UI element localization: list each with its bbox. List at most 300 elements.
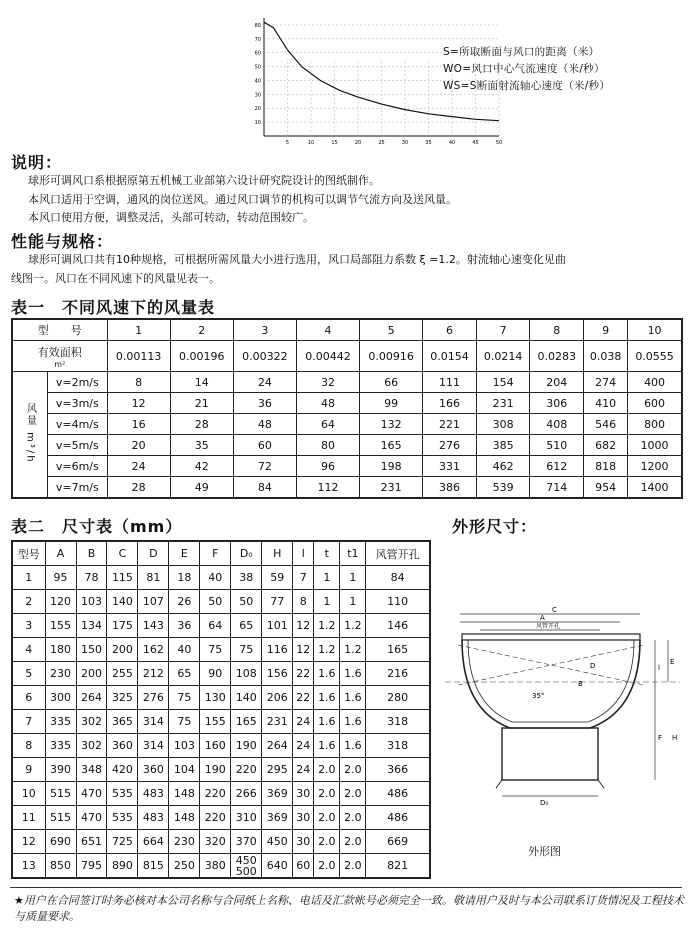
table-row: [12, 590, 430, 614]
model-number: 10: [628, 319, 682, 341]
table-cell: 325: [107, 686, 138, 710]
table-cell: 11: [12, 806, 45, 830]
model-number: 9: [584, 319, 628, 341]
column-header: B: [76, 541, 107, 566]
table-cell: 84: [366, 566, 430, 590]
label-d0: D₀: [540, 799, 549, 807]
table-cell: 310: [231, 806, 262, 830]
flow-value: 539: [476, 477, 530, 499]
table-cell: 12: [293, 638, 314, 662]
table-cell: 101: [262, 614, 293, 638]
flow-value: 166: [423, 393, 477, 414]
table-cell: 104: [169, 758, 200, 782]
chart-y-tick-label: 20: [254, 106, 261, 113]
table-cell: 1.2: [340, 614, 366, 638]
chart-y-tick-label: 50: [254, 64, 261, 71]
table-cell: 75: [169, 710, 200, 734]
flow-value: 132: [360, 414, 423, 435]
flow-value: 231: [476, 393, 530, 414]
table-cell: 107: [138, 590, 169, 614]
table-cell: 318: [366, 710, 430, 734]
table-cell: 6: [12, 686, 45, 710]
table-cell: 821: [366, 854, 430, 879]
table-cell: 360: [138, 758, 169, 782]
table-cell: 13: [12, 854, 45, 879]
table-cell: 365: [107, 710, 138, 734]
table-row: [12, 758, 430, 782]
table-row: [12, 854, 430, 879]
table-cell: 8: [12, 734, 45, 758]
flow-value: 954: [584, 477, 628, 499]
table-cell: 815: [138, 854, 169, 879]
table-cell: 2.0: [340, 758, 366, 782]
table-cell: 250: [169, 854, 200, 879]
table-cell: 148: [169, 782, 200, 806]
velocity-label: v=6m/s: [48, 456, 108, 477]
table1-title: 表一 不同风速下的风量表: [11, 298, 216, 317]
area-value: 0.00322: [233, 341, 296, 372]
table-row: [12, 830, 430, 854]
flow-value: 510: [530, 435, 584, 456]
table-cell: 255: [107, 662, 138, 686]
flow-value: 28: [107, 477, 170, 499]
table-cell: 75: [200, 638, 231, 662]
flow-value: 36: [233, 393, 296, 414]
table-cell: 26: [169, 590, 200, 614]
table-cell: 77: [262, 590, 293, 614]
flow-value: 35: [170, 435, 233, 456]
table2-title: 表二 尺寸表（mm）: [11, 517, 183, 536]
table-cell: 7: [293, 566, 314, 590]
chart-x-tick-label: 40: [448, 140, 456, 146]
shape-caption: 外形图: [528, 845, 561, 858]
table-cell: 470: [76, 782, 107, 806]
table1-area-row: [12, 341, 682, 372]
area-value: 0.00916: [360, 341, 423, 372]
table-cell: 115: [107, 566, 138, 590]
label-f: F: [658, 734, 663, 742]
table-cell: 12: [293, 614, 314, 638]
table-cell: 850: [45, 854, 76, 879]
label-e: E: [670, 658, 675, 666]
flow-value: 408: [530, 414, 584, 435]
table-cell: 40: [169, 638, 200, 662]
flow-value: 231: [360, 477, 423, 499]
table-cell: 360: [107, 734, 138, 758]
flow-value: 24: [233, 372, 296, 393]
flow-value: 99: [360, 393, 423, 414]
table-cell: 2.0: [314, 758, 340, 782]
table-cell: 1.6: [340, 710, 366, 734]
table-cell: 64: [200, 614, 231, 638]
table-cell: 535: [107, 806, 138, 830]
flow-value: 1000: [628, 435, 682, 456]
chart-x-tick-label: 45: [472, 140, 479, 146]
table-cell: 483: [138, 782, 169, 806]
flow-value: 818: [584, 456, 628, 477]
area-value: 0.00113: [107, 341, 170, 372]
model-number: 7: [476, 319, 530, 341]
chart-x-tick-label: 35: [425, 140, 432, 146]
table-cell: 50: [231, 590, 262, 614]
flow-value: 274: [584, 372, 628, 393]
column-header: E: [169, 541, 200, 566]
table-cell: 314: [138, 710, 169, 734]
model-number: 4: [296, 319, 359, 341]
table-cell: 38: [231, 566, 262, 590]
label-b: B: [578, 680, 583, 688]
table-cell: 669: [366, 830, 430, 854]
table-row: [12, 435, 682, 456]
table-cell: 1.2: [314, 614, 340, 638]
airflow-table: [11, 318, 683, 499]
table-cell: 10: [12, 782, 45, 806]
area-value: 0.0214: [476, 341, 530, 372]
table-cell: 314: [138, 734, 169, 758]
table-cell: 175: [107, 614, 138, 638]
table-cell: 9: [12, 758, 45, 782]
table1-header-row: [12, 319, 682, 341]
table-row: [12, 638, 430, 662]
area-value: 0.00442: [296, 341, 359, 372]
label-c: C: [552, 606, 557, 614]
velocity-label: v=4m/s: [48, 414, 108, 435]
table-cell: 180: [45, 638, 76, 662]
flow-value: 72: [233, 456, 296, 477]
table-cell: 30: [293, 782, 314, 806]
table-cell: 651: [76, 830, 107, 854]
flow-value: 306: [530, 393, 584, 414]
area-value: 0.0154: [423, 341, 477, 372]
chart-y-tick-label: 30: [254, 92, 261, 99]
chart-x-tick-label: 5: [285, 140, 290, 146]
table-cell: 50: [200, 590, 231, 614]
table-cell: 2.0: [314, 806, 340, 830]
flow-value: 198: [360, 456, 423, 477]
table-cell: 5: [12, 662, 45, 686]
table-cell: 59: [262, 566, 293, 590]
table-cell: 640: [262, 854, 293, 879]
velocity-label: v=2m/s: [48, 372, 108, 393]
table-row: [12, 614, 430, 638]
table-cell: 1.6: [314, 662, 340, 686]
flow-value: 24: [107, 456, 170, 477]
table-cell: 264: [262, 734, 293, 758]
model-number: 1: [107, 319, 170, 341]
flow-value: 48: [233, 414, 296, 435]
table-cell: 200: [76, 662, 107, 686]
table-row: [12, 372, 682, 393]
table-row: [12, 806, 430, 830]
flow-value: 21: [170, 393, 233, 414]
table-cell: 1.6: [314, 710, 340, 734]
label-h: H: [672, 734, 678, 742]
table-cell: 165: [231, 710, 262, 734]
table-cell: 280: [366, 686, 430, 710]
footer-note: ★用户在合同签订时务必核对本公司名称与合同纸上名称、电话及汇款帐号必须完全一致。敬请用户及时与本公司联系订货情况及工程技术与质量要求。: [14, 894, 684, 923]
table-cell: 369: [262, 806, 293, 830]
flow-value: 600: [628, 393, 682, 414]
table-row: [12, 566, 430, 590]
table-cell: 24: [293, 710, 314, 734]
table-cell: 148: [169, 806, 200, 830]
table2-header-row: [12, 541, 430, 566]
table-cell: 795: [76, 854, 107, 879]
column-header: t1: [340, 541, 366, 566]
chart-x-tick-label: 20: [354, 140, 362, 146]
table-cell: 2.0: [314, 854, 340, 879]
table-cell: 65: [231, 614, 262, 638]
table-cell: 140: [107, 590, 138, 614]
table-cell: 370: [231, 830, 262, 854]
area-value: 0.0555: [628, 341, 682, 372]
table-cell: 725: [107, 830, 138, 854]
table-cell: 470: [76, 806, 107, 830]
table-cell: 220: [200, 806, 231, 830]
flow-value: 331: [423, 456, 477, 477]
table-cell: 1.6: [314, 734, 340, 758]
table-cell: 1: [12, 566, 45, 590]
shape-title: 外形尺寸：: [452, 517, 538, 536]
table-cell: 18: [169, 566, 200, 590]
legend-ws: WS=S断面射流轴心速度（米/秒）: [443, 80, 611, 92]
flow-value: 112: [296, 477, 359, 499]
table-cell: 2.0: [314, 782, 340, 806]
table-row: [12, 734, 430, 758]
table-cell: 81: [138, 566, 169, 590]
area-label-text: 有效面积: [37, 345, 82, 359]
table-cell: 348: [76, 758, 107, 782]
chart-x-ticks: [286, 140, 502, 146]
table-cell: 78: [76, 566, 107, 590]
table-cell: 230: [45, 662, 76, 686]
label-d: D: [590, 662, 596, 670]
table-cell: 302: [76, 734, 107, 758]
area-label: [12, 341, 107, 372]
table-cell: 1: [314, 590, 340, 614]
flow-value: 546: [584, 414, 628, 435]
flow-value: 111: [423, 372, 477, 393]
flow-value: 16: [107, 414, 170, 435]
table-cell: 220: [231, 758, 262, 782]
table-cell: 664: [138, 830, 169, 854]
column-header: C: [107, 541, 138, 566]
table-cell: 156: [262, 662, 293, 686]
table-cell: 1: [314, 566, 340, 590]
flow-value: 400: [628, 372, 682, 393]
model-number: 2: [170, 319, 233, 341]
table-cell: 165: [366, 638, 430, 662]
table-cell: 318: [366, 734, 430, 758]
flow-value: 96: [296, 456, 359, 477]
flow-label: [12, 372, 48, 499]
table-cell: 143: [138, 614, 169, 638]
table-cell: 160: [200, 734, 231, 758]
flow-value: 84: [233, 477, 296, 499]
intro-heading: 说明：: [11, 153, 63, 172]
table-cell: 30: [293, 806, 314, 830]
table-cell: 75: [231, 638, 262, 662]
column-header: H: [262, 541, 293, 566]
flow-value: 32: [296, 372, 359, 393]
table-cell: 320: [200, 830, 231, 854]
table-cell: 515: [45, 782, 76, 806]
intro-paragraph-1: 球形可调风口系根据原第五机械工业部第六设计研究院设计的图纸制作。: [28, 174, 380, 187]
label-angle: 35°: [532, 692, 545, 700]
flow-value: 612: [530, 456, 584, 477]
table-cell: 420: [107, 758, 138, 782]
spec-paragraph-1: 球形可调风口共有10种规格，可根据所需风量大小进行选用，风口局部阻力系数 ξ =1.2。射流轴心速变化见曲: [28, 253, 566, 266]
table-cell: 220: [200, 782, 231, 806]
chart-x-tick-label: 15: [331, 140, 338, 146]
flow-label-text: 风量 m³/h: [24, 402, 36, 464]
flow-value: 42: [170, 456, 233, 477]
table-cell: 1.6: [340, 662, 366, 686]
model-number: 3: [233, 319, 296, 341]
table-row: [12, 710, 430, 734]
chart-y-tick-label: 80: [254, 22, 261, 29]
table-cell: 7: [12, 710, 45, 734]
flow-value: 386: [423, 477, 477, 499]
legend-wo: WO=风口中心气流速度（米/秒）: [443, 63, 605, 75]
model-label: 型 号: [12, 319, 107, 341]
table-cell: 190: [231, 734, 262, 758]
table-row: [12, 393, 682, 414]
model-number: 5: [360, 319, 423, 341]
table-cell: 535: [107, 782, 138, 806]
table-cell: 134: [76, 614, 107, 638]
table-cell: 230: [169, 830, 200, 854]
footer-divider: [10, 887, 682, 888]
chart-x-tick-label: 10: [307, 140, 315, 146]
table-cell: 22: [293, 662, 314, 686]
table-cell: 110: [366, 590, 430, 614]
table-cell: 690: [45, 830, 76, 854]
table-row: [12, 782, 430, 806]
flow-value: 714: [530, 477, 584, 499]
table-cell: 890: [107, 854, 138, 879]
column-header: D₀: [231, 541, 262, 566]
table-cell: 2: [12, 590, 45, 614]
table-cell: 8: [293, 590, 314, 614]
flow-value: 66: [360, 372, 423, 393]
table-cell: 2.0: [340, 782, 366, 806]
table-cell: 335: [45, 734, 76, 758]
table-cell: 390: [45, 758, 76, 782]
column-header: 型号: [12, 541, 45, 566]
table-cell: 146: [366, 614, 430, 638]
velocity-label: v=7m/s: [48, 477, 108, 499]
table-cell: 2.0: [314, 830, 340, 854]
flow-value: 60: [233, 435, 296, 456]
table-cell: 3: [12, 614, 45, 638]
flow-value: 682: [584, 435, 628, 456]
table-cell: 231: [262, 710, 293, 734]
table-cell: 155: [45, 614, 76, 638]
table-cell: 369: [262, 782, 293, 806]
chart-y-tick-label: 60: [254, 50, 261, 57]
flow-value: 20: [107, 435, 170, 456]
flow-value: 1400: [628, 477, 682, 499]
table-row: [12, 477, 682, 499]
chart-y-tick-label: 40: [254, 78, 261, 85]
flow-value: 308: [476, 414, 530, 435]
table-cell: 75: [169, 686, 200, 710]
chart-x-tick-label: 30: [401, 140, 409, 146]
flow-value: 1200: [628, 456, 682, 477]
table-cell: 190: [200, 758, 231, 782]
flow-value: 49: [170, 477, 233, 499]
area-unit: m²: [54, 359, 66, 369]
table-cell: 130: [200, 686, 231, 710]
chart-y-tick-label: 70: [254, 36, 261, 43]
legend-s: S=所取断面与风口的距离（米）: [443, 46, 600, 58]
table-cell: 103: [169, 734, 200, 758]
table-cell: 264: [76, 686, 107, 710]
table-cell: 1.2: [314, 638, 340, 662]
table-cell: 108: [231, 662, 262, 686]
column-header: t: [314, 541, 340, 566]
flow-value: 80: [296, 435, 359, 456]
table-cell: 1.2: [340, 638, 366, 662]
table-cell: 155: [200, 710, 231, 734]
velocity-label: v=3m/s: [48, 393, 108, 414]
label-l: l: [658, 664, 660, 672]
flow-value: 64: [296, 414, 359, 435]
table-cell: 60: [293, 854, 314, 879]
table-cell: 40: [200, 566, 231, 590]
table-cell: 162: [138, 638, 169, 662]
table-row: [12, 414, 682, 435]
table-cell: 366: [366, 758, 430, 782]
table-cell: 216: [366, 662, 430, 686]
table-cell: 1: [340, 566, 366, 590]
table-cell: 2.0: [340, 806, 366, 830]
chart-x-tick-label: 50: [495, 140, 503, 146]
table-cell: 266: [231, 782, 262, 806]
table-cell: 486: [366, 782, 430, 806]
table-cell: 95: [45, 566, 76, 590]
table-cell: 90: [200, 662, 231, 686]
chart-y-tick-label: 10: [254, 120, 261, 127]
flow-value: 221: [423, 414, 477, 435]
velocity-label: v=5m/s: [48, 435, 108, 456]
table-cell: 1.6: [314, 686, 340, 710]
area-value: 0.00196: [170, 341, 233, 372]
area-value: 0.038: [584, 341, 628, 372]
table-cell: 24: [293, 734, 314, 758]
table-cell: 150: [76, 638, 107, 662]
flow-value: 48: [296, 393, 359, 414]
table-cell: 200: [107, 638, 138, 662]
table-cell: 4: [12, 638, 45, 662]
table-cell: 65: [169, 662, 200, 686]
table-row: [12, 456, 682, 477]
outline-drawing: [440, 600, 685, 830]
table-cell: 2.0: [340, 830, 366, 854]
chart-y-ticks: [255, 23, 261, 126]
table-cell: 300: [45, 686, 76, 710]
column-header: D: [138, 541, 169, 566]
table-cell: 103: [76, 590, 107, 614]
flow-value: 410: [584, 393, 628, 414]
table-cell: 2.0: [340, 854, 366, 879]
table-cell: 24: [293, 758, 314, 782]
table-cell: 302: [76, 710, 107, 734]
table-cell: 120: [45, 590, 76, 614]
label-pipe: 风管开孔: [536, 623, 561, 630]
spec-paragraph-2: 线图一。风口在不同风速下的风量见表一。: [11, 272, 220, 285]
